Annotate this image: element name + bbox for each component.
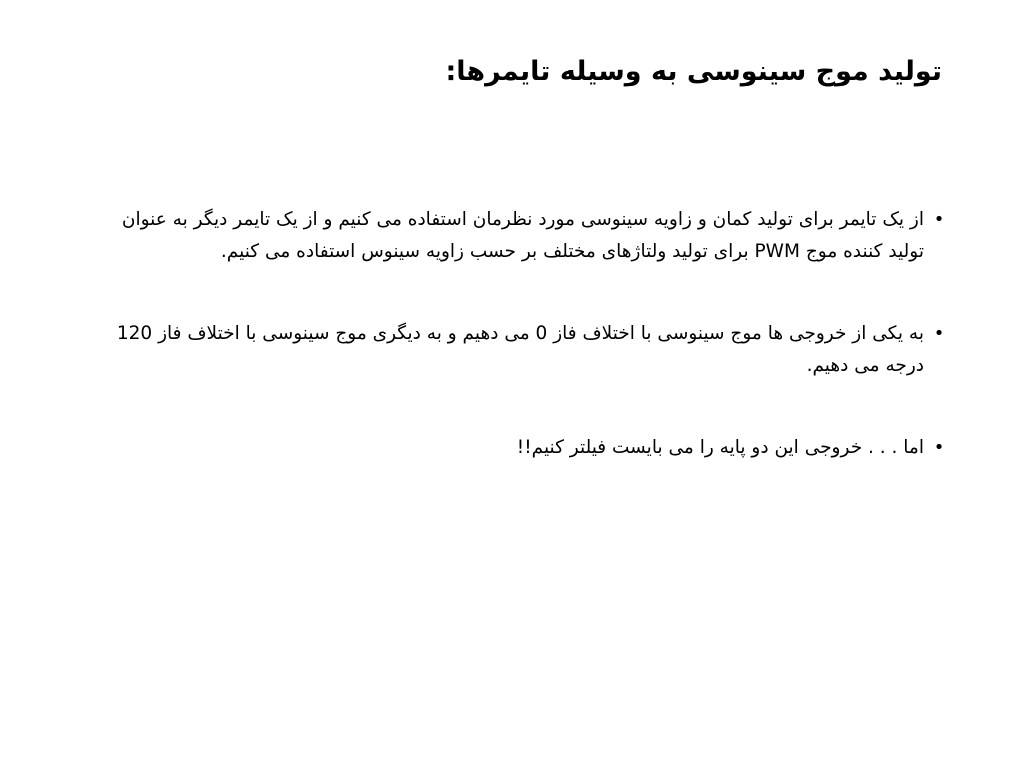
bullet-text: به یکی از خروجی ها موج سینوسی با اختلاف فاز 0 می دهیم و به دیگری موج سینوسی با اختلاف فاز 120 درجه می دهیم. [116,323,924,376]
bullet-icon: • [933,323,945,344]
bullet-item [96,318,946,382]
bullet-icon: • [933,209,945,230]
slide-title: تولید موج سینوسی به وسیله تایمرها: [445,56,942,87]
bullet-text: از یک تایمر برای تولید کمان و زاویه سینوسی مورد نظرمان استفاده می کنیم و از یک تایمر دیگر به عنوان تولید کننده موج PWM برای تولید ولتاژهای مختلف بر حسب زاویه سینوس استفاده می کنیم. [121,209,924,262]
bullet-list [96,204,946,488]
bullet-icon: • [933,437,945,458]
bullet-item [96,432,946,464]
bullet-text: اما . . . خروجی این دو پایه را می بایست فیلتر کنیم!! [516,437,924,458]
bullet-item [96,204,946,268]
